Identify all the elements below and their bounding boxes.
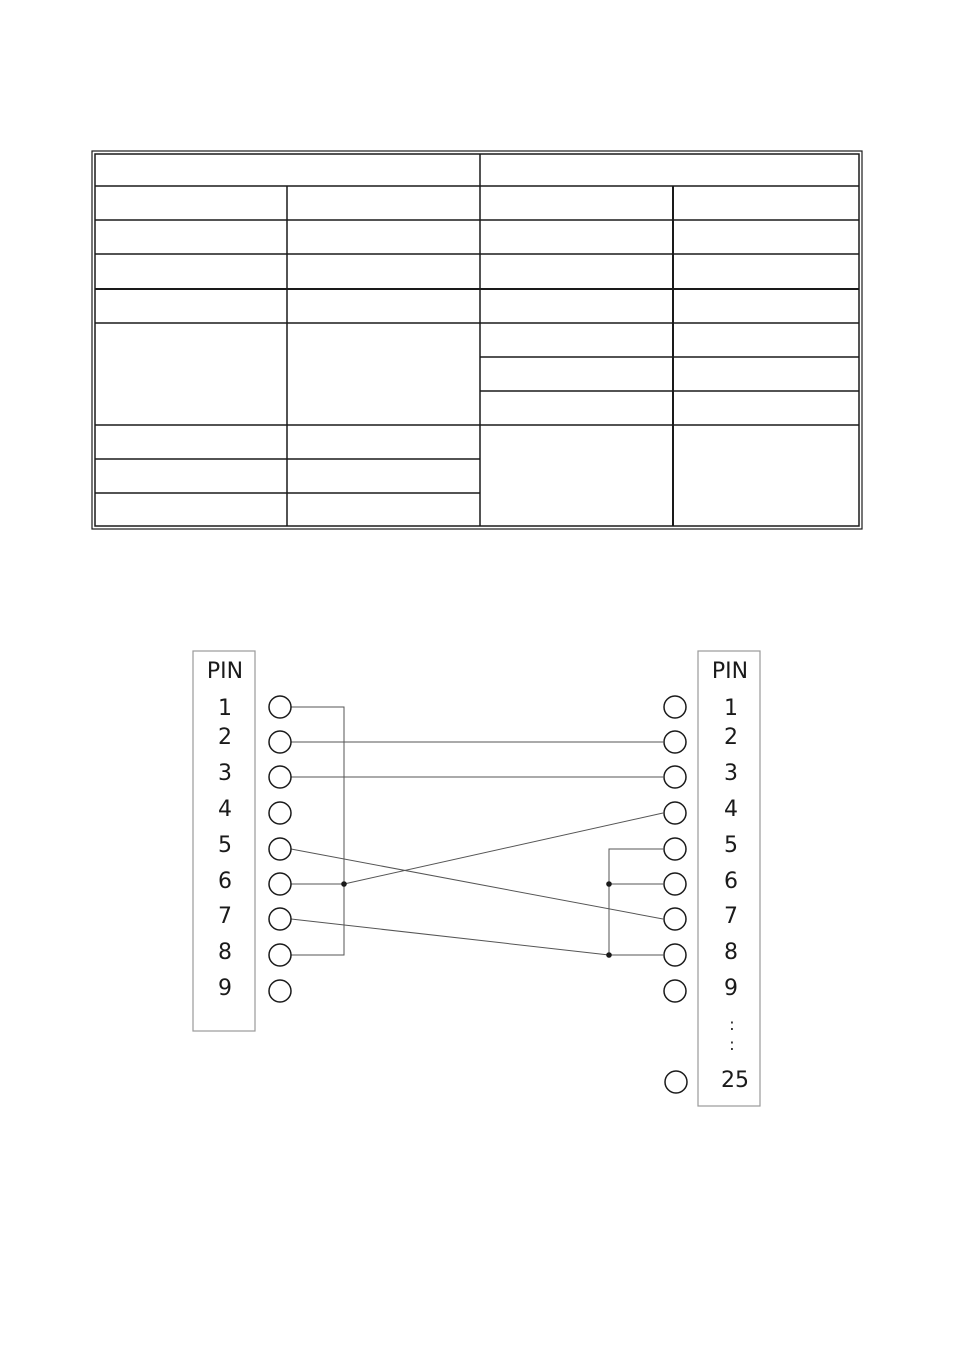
right-pin-label: 8 — [724, 940, 738, 965]
right-pin-circle — [664, 944, 686, 966]
left-pin-circle — [269, 908, 291, 930]
left-pin-label: 3 — [218, 761, 232, 786]
right-pin-circle — [664, 731, 686, 753]
right-pin-label: 9 — [724, 976, 738, 1001]
left-pin-label: 1 — [218, 696, 232, 721]
right-pin-label: 1 — [724, 696, 738, 721]
wire-7-8 — [291, 919, 609, 955]
right-pin-circle — [664, 766, 686, 788]
wire-left-bridge — [291, 707, 344, 955]
right-pin-ellipsis: : — [729, 1035, 735, 1054]
table-inner-border — [95, 154, 859, 526]
right-pin-circle — [664, 802, 686, 824]
left-pin-label: 9 — [218, 976, 232, 1001]
wire-right-bridge — [609, 849, 663, 955]
left-pin-label: 2 — [218, 725, 232, 750]
left-pin-circle — [269, 802, 291, 824]
right-pin-circle — [664, 838, 686, 860]
right-pin-circle — [664, 908, 686, 930]
right-pin-circle — [664, 696, 686, 718]
wiring — [291, 707, 663, 955]
table-outer-border — [92, 151, 862, 529]
right-pin-label: 4 — [724, 797, 738, 822]
right-pin-header: PIN — [711, 659, 749, 684]
left-pin-header: PIN — [206, 659, 244, 684]
left-pin-label: 4 — [218, 797, 232, 822]
right-pin-label: 2 — [724, 725, 738, 750]
left-pin-label: 6 — [218, 869, 232, 894]
left-pin-circles — [269, 696, 291, 1002]
left-pin-circle — [269, 980, 291, 1002]
left-pin-circle — [269, 731, 291, 753]
empty-table — [92, 151, 862, 529]
right-pin-circle — [664, 980, 686, 1002]
left-pin-circle — [269, 766, 291, 788]
left-pin-label: 7 — [218, 904, 232, 929]
left-pin-circle — [269, 696, 291, 718]
left-pin-circle — [269, 944, 291, 966]
right-pin-circle — [664, 873, 686, 895]
right-pin-circles — [664, 696, 687, 1093]
right-pin-label: 6 — [724, 869, 738, 894]
right-pin-label: 7 — [724, 904, 738, 929]
left-pin-label: 5 — [218, 833, 232, 858]
left-pin-circle — [269, 838, 291, 860]
right-pin-ellipsis: : — [729, 1015, 735, 1034]
junction-dot — [341, 881, 347, 887]
junction-dot — [606, 881, 612, 887]
right-pin-circle — [665, 1071, 687, 1093]
right-pin-label: 3 — [724, 761, 738, 786]
left-pin-label: 8 — [218, 940, 232, 965]
right-pin-label: 5 — [724, 833, 738, 858]
junction-dot — [606, 952, 612, 958]
left-pin-circle — [269, 873, 291, 895]
right-pin-label-last: 25 — [721, 1068, 749, 1093]
